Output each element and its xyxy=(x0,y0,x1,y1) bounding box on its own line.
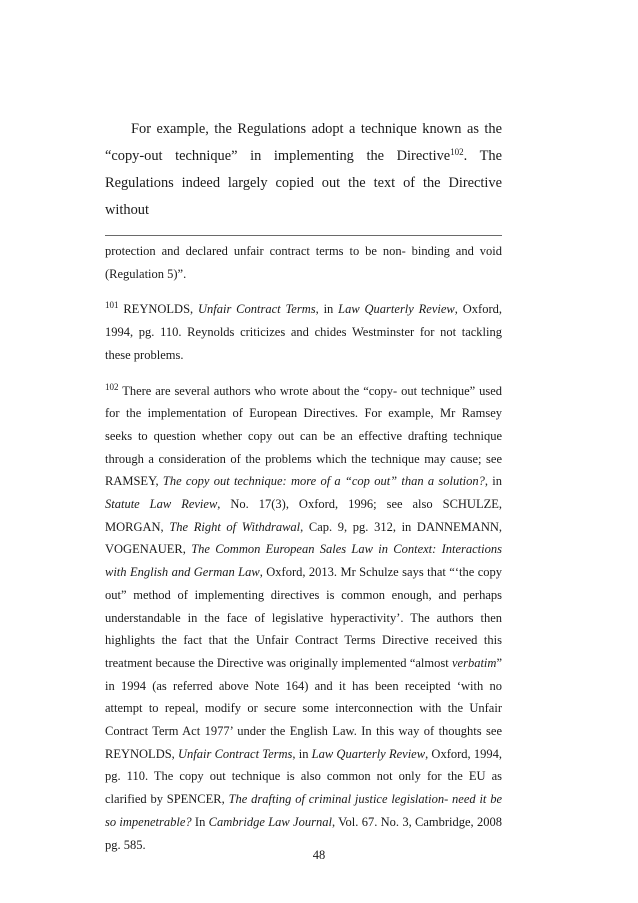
footnote-separator xyxy=(105,235,502,236)
footnotes xyxy=(105,240,502,856)
citation-title: The Common European Sales Law in Context: Interactions with English and German Law xyxy=(105,542,502,580)
footnote-number: 101 xyxy=(105,300,119,311)
emphasis-text: verbatim xyxy=(452,655,497,670)
citation-title: The drafting of criminal justice legislation- need it be so impenetrable? xyxy=(105,792,503,829)
journal-title: Law Quarterly Review xyxy=(338,302,455,317)
citation-title: The copy out technique: more of a “cop out” than a solution? xyxy=(162,474,485,489)
footnote-101: $^{101}$ REYNOLDS, Unfair Contract Terms, in Law Quarterly Review, Oxford, 1994, pg. 110. Reynolds criticizes and chides Westminster for not tackling these problems. xyxy=(105,300,502,362)
page-number: 48 xyxy=(312,848,326,862)
citation-title: The Right of Withdrawal xyxy=(169,519,301,534)
footnote-102: $^{102}$ There are several authors who wrote about the “copy- out technique” used for the implementation of European Directives. For example, Mr Ramsey seeks to question whether copy out can be an effective drafting technique through a consideration of the problems which the technique may cause; see RAMSEY, The copy out technique: more of a “cop out” than a solution?, in Statute Law Review, No. 17(3), Oxford, 1996; see also SCHULZE, MORGAN, The Right of Withdrawal, Cap. 9, pg. 312, in DANNEMANN, VOGENAUER, The Common European Sales Law in Context: Interactions with English and German Law, Oxford, 2013. Mr Schulze says that “‘the copy out” method of implementing directives is common enough, and perhaps understandable in the face of legislative hyperactivity’. The authors then highlights the fact that the Unfair Contract Terms Directive received this treatment because the Directive was originally implemented “almost verbatim” in 1994 (as referred above Note 164) and it has been receipted ‘with no attempt to repeal, modify or secure some interconnection with the Unfair Contract Term Act 1977’ under the English Law. In this way of thoughts see REYNOLDS, Unfair Contract Terms, in Law Quarterly Review, Oxford, 1994, pg. 110. The copy out technique is also common not only for the EU as clarified by SPENCER, The drafting of criminal justice legislation- need it be so impenetrable? In Cambridge Law Journal, Vol. 67. No. 3, Cambridge, 2008 pg. 585. xyxy=(105,381,503,852)
footnote-number: 102 xyxy=(105,381,119,392)
journal-title: Law Quarterly Review xyxy=(311,746,426,761)
footnote-continuation: protection and declared unfair contract terms to be non- binding and void (Regulation 5)”. xyxy=(105,244,502,281)
page-content xyxy=(105,116,502,856)
citation-title: Unfair Contract Terms xyxy=(198,302,316,317)
journal-title: Statute Law Review xyxy=(105,497,218,512)
footnote-ref-102[interactable]: 102 xyxy=(450,147,464,157)
body-text-cont: . The Regulations indeed largely copied out the text of the Directive without xyxy=(105,148,502,218)
citation-title: Unfair Contract Terms xyxy=(178,746,293,761)
journal-title: Cambridge Law Journal xyxy=(208,814,332,829)
body-text: For example, the Regulations adopt a technique known as the “copy-out technique” in implementing the Directive xyxy=(105,121,502,164)
body-paragraph xyxy=(105,116,502,224)
